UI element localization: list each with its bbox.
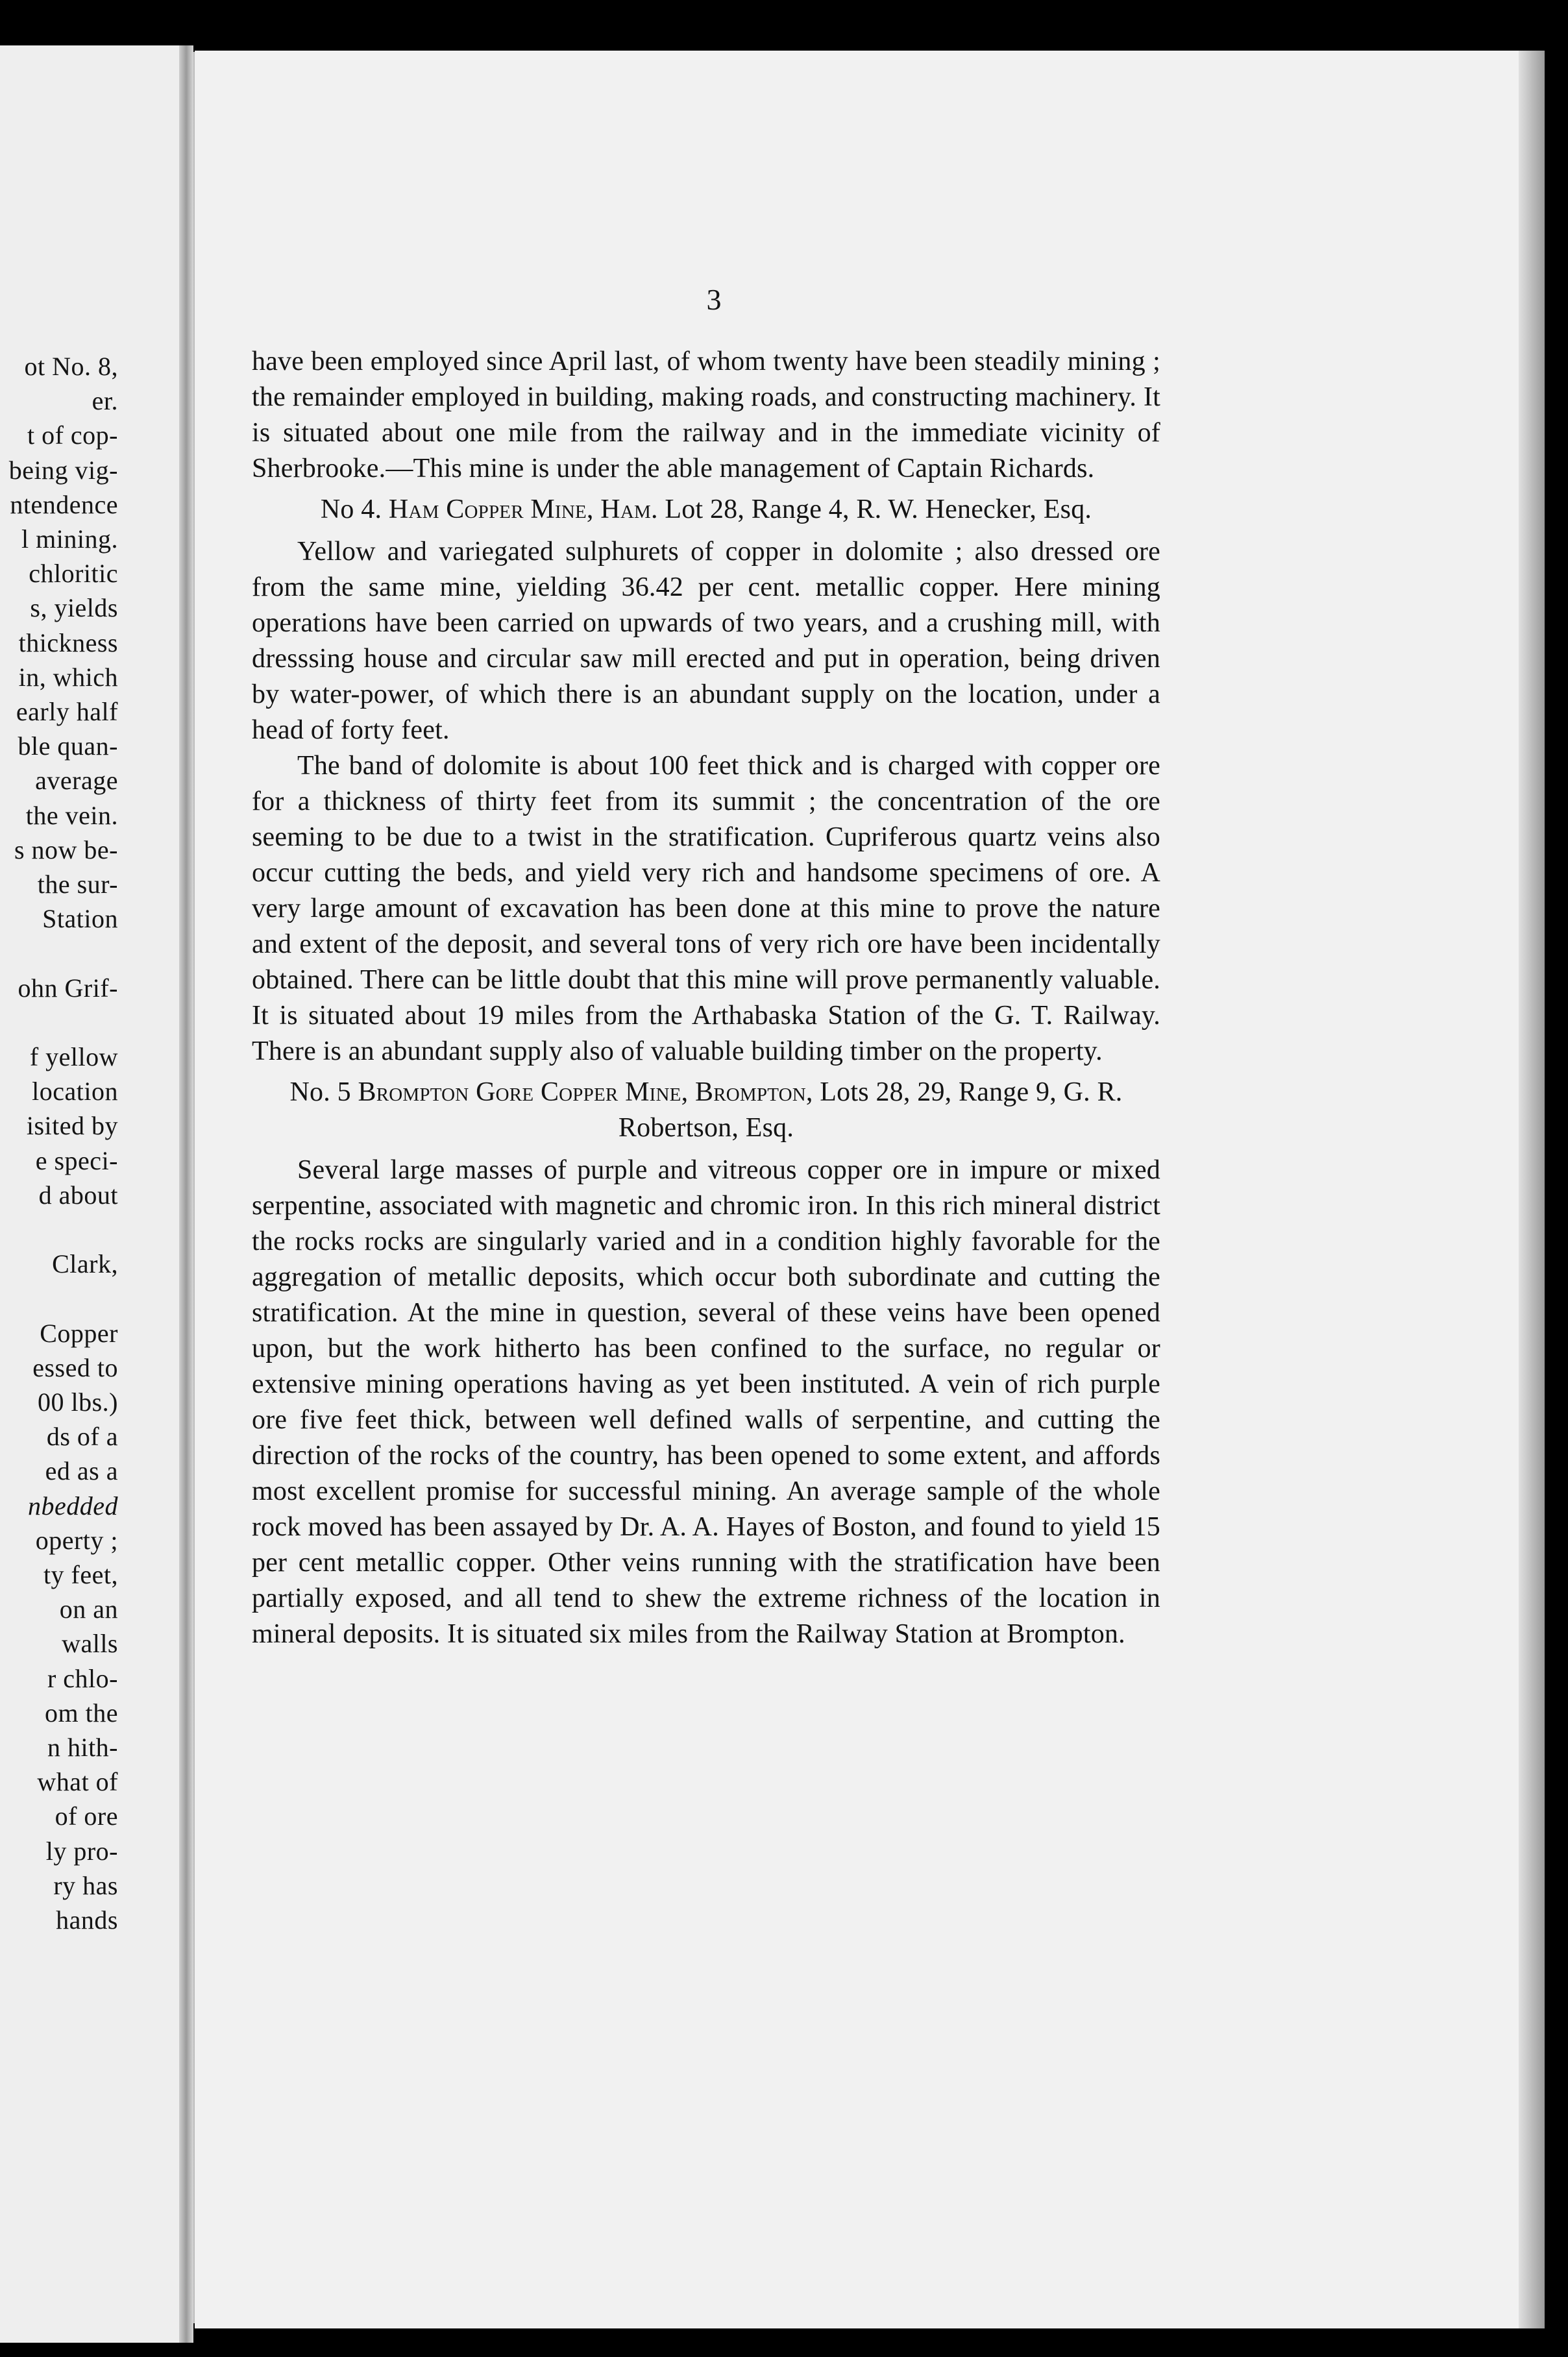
left-page-fragment: early half <box>16 697 118 726</box>
left-page-fragment: what of <box>37 1767 118 1797</box>
left-page-fragment: s now be- <box>14 835 118 864</box>
left-page-fragment: n hith- <box>47 1733 118 1762</box>
left-page-fragment: the vein. <box>25 800 118 830</box>
left-page-fragment: Station <box>42 904 118 934</box>
left-page-fragment: ly pro- <box>45 1836 118 1866</box>
left-page-fragment: l mining. <box>21 524 118 554</box>
section-4-paragraph-1: Yellow and variegated sulphurets of copper in dolomite ; also dressed ore from the same mine, yielding 36.42 per cent. metallic copper. Here mining operations have been carried on upwards of two years, and a crushing mill, with dresssing house and circular saw mill erected and put in operation, being driven by water-power, of which there is an abundant supply on the location, under a head of forty feet. <box>252 537 1160 745</box>
page-number: 3 <box>706 283 722 316</box>
left-page-fragment: nbedded <box>27 1491 118 1520</box>
left-page-fragment: t of cop- <box>27 421 118 450</box>
left-page-fragment: ohn Grif- <box>18 973 118 1003</box>
left-page-fragment: being vig- <box>8 455 118 485</box>
intro-paragraph: have been employed since April last, of whom twenty have been steadily mining ; the remainder employed in building, making roads, and constructing machinery. It is situated about one mile from the railway and in the immediate vicinity of Sherbrooke.—This mine is under the able management of Captain Richards. <box>252 347 1160 483</box>
left-page-fragment: thickness <box>18 628 118 657</box>
section-4-heading <box>252 492 1160 528</box>
left-page-fragment: s, yields <box>30 593 118 623</box>
left-page-fragment: er. <box>92 386 118 416</box>
left-page-fragment: e speci- <box>35 1145 118 1175</box>
left-page-fragment: ds of a <box>46 1422 118 1452</box>
section-5-heading <box>252 1075 1160 1146</box>
left-page-fragment: ntendence <box>10 489 118 519</box>
left-page-fragment: om the <box>45 1698 118 1728</box>
left-page-fragment: location <box>32 1077 118 1106</box>
left-page-fragment: 00 lbs.) <box>38 1387 118 1417</box>
left-page-fragment: isited by <box>26 1111 118 1141</box>
section-4-number: No 4. <box>320 495 382 524</box>
section-5-number: No. 5 <box>289 1077 351 1107</box>
left-page-fragment: the sur- <box>37 870 118 899</box>
section-5-details: Lots 28, 29, Range 9, G. R. Robertson, Esq. <box>618 1077 1123 1143</box>
section-5-mine: Brompton Gore Copper Mine, Brompton, <box>358 1077 813 1107</box>
left-page-fragment: chloritic <box>29 559 118 589</box>
section-4-mine: Ham Copper Mine, Ham. <box>388 495 658 524</box>
left-page-fragment: ot No. 8, <box>24 352 118 381</box>
right-page-edge <box>1519 51 1545 2328</box>
left-page-fragment: Copper <box>40 1318 118 1348</box>
left-page-fragment: ed as a <box>45 1456 118 1486</box>
section-4-details: Lot 28, Range 4, R. W. Henecker, Esq. <box>665 495 1092 524</box>
left-page-fragment: on an <box>59 1594 118 1624</box>
section-4-paragraph-2: The band of dolomite is about 100 feet thick and is charged with copper ore for a thickness of thirty feet from its summit ; the concentration of the ore seeming to be due to a twist in the stratification. Cupriferous quartz veins also occur cutting the beds, and yield very rich and handsome specimens of ore. A very large amount of excavation has been done at this mine to prove the nature and extent of the deposit, and several tons of very rich ore have been incidentally obtained. There can be little doubt that this mine will prove permanently valuable. It is situated about 19 miles from the Arthabaska Station of the G. T. Railway. There is an abundant supply also of valuable building timber on the property. <box>252 751 1160 1066</box>
left-page-fragment: ry has <box>53 1870 118 1900</box>
section-5-paragraph-1: Several large masses of purple and vitreous copper ore in impure or mixed serpentine, associated with magnetic and chromic iron. In this rich mineral district the rocks rocks are singularly varied and in a condition highly favorable for the aggregation of metallic deposits, which occur both subordinate and cutting the stratification. At the mine in question, several of these veins have been opened upon, but the work hitherto has been confined to the surface, no regular or extensive mining operations having as yet been instituted. A vein of rich purple ore five feet thick, between well defined walls of serpentine, and cutting the direction of the rocks of the country, has been opened to some extent, and affords most excellent promise for successful mining. An average sample of the whole rock moved has been assayed by Dr. A. A. Hayes of Boston, and found to yield 15 per cent metallic copper. Other veins running with the stratification have been partially exposed, and all tend to shew the extreme richness of the location in mineral deposits. It is situated six miles from the Railway Station at Brompton. <box>252 1155 1160 1649</box>
left-page-fragment: essed to <box>32 1352 118 1382</box>
left-page-fragment: in, which <box>18 662 118 692</box>
left-page-fragment: ble quan- <box>18 731 118 761</box>
left-page-fragment: f yellow <box>29 1042 118 1071</box>
left-page-fragment: ty feet, <box>43 1560 118 1589</box>
left-page-fragment: hands <box>56 1905 118 1935</box>
left-page-fragment: d about <box>38 1180 118 1210</box>
left-page-fragment: average <box>35 766 118 796</box>
left-page-fragment: walls <box>62 1629 118 1659</box>
page-fold <box>179 45 193 2343</box>
text-column <box>252 344 1160 1652</box>
left-page-fragment: of ore <box>55 1801 118 1831</box>
left-page-fragment: Clark, <box>52 1249 118 1279</box>
left-page-fragment: r chlo- <box>47 1663 118 1693</box>
left-page-fragment: operty ; <box>35 1525 118 1555</box>
